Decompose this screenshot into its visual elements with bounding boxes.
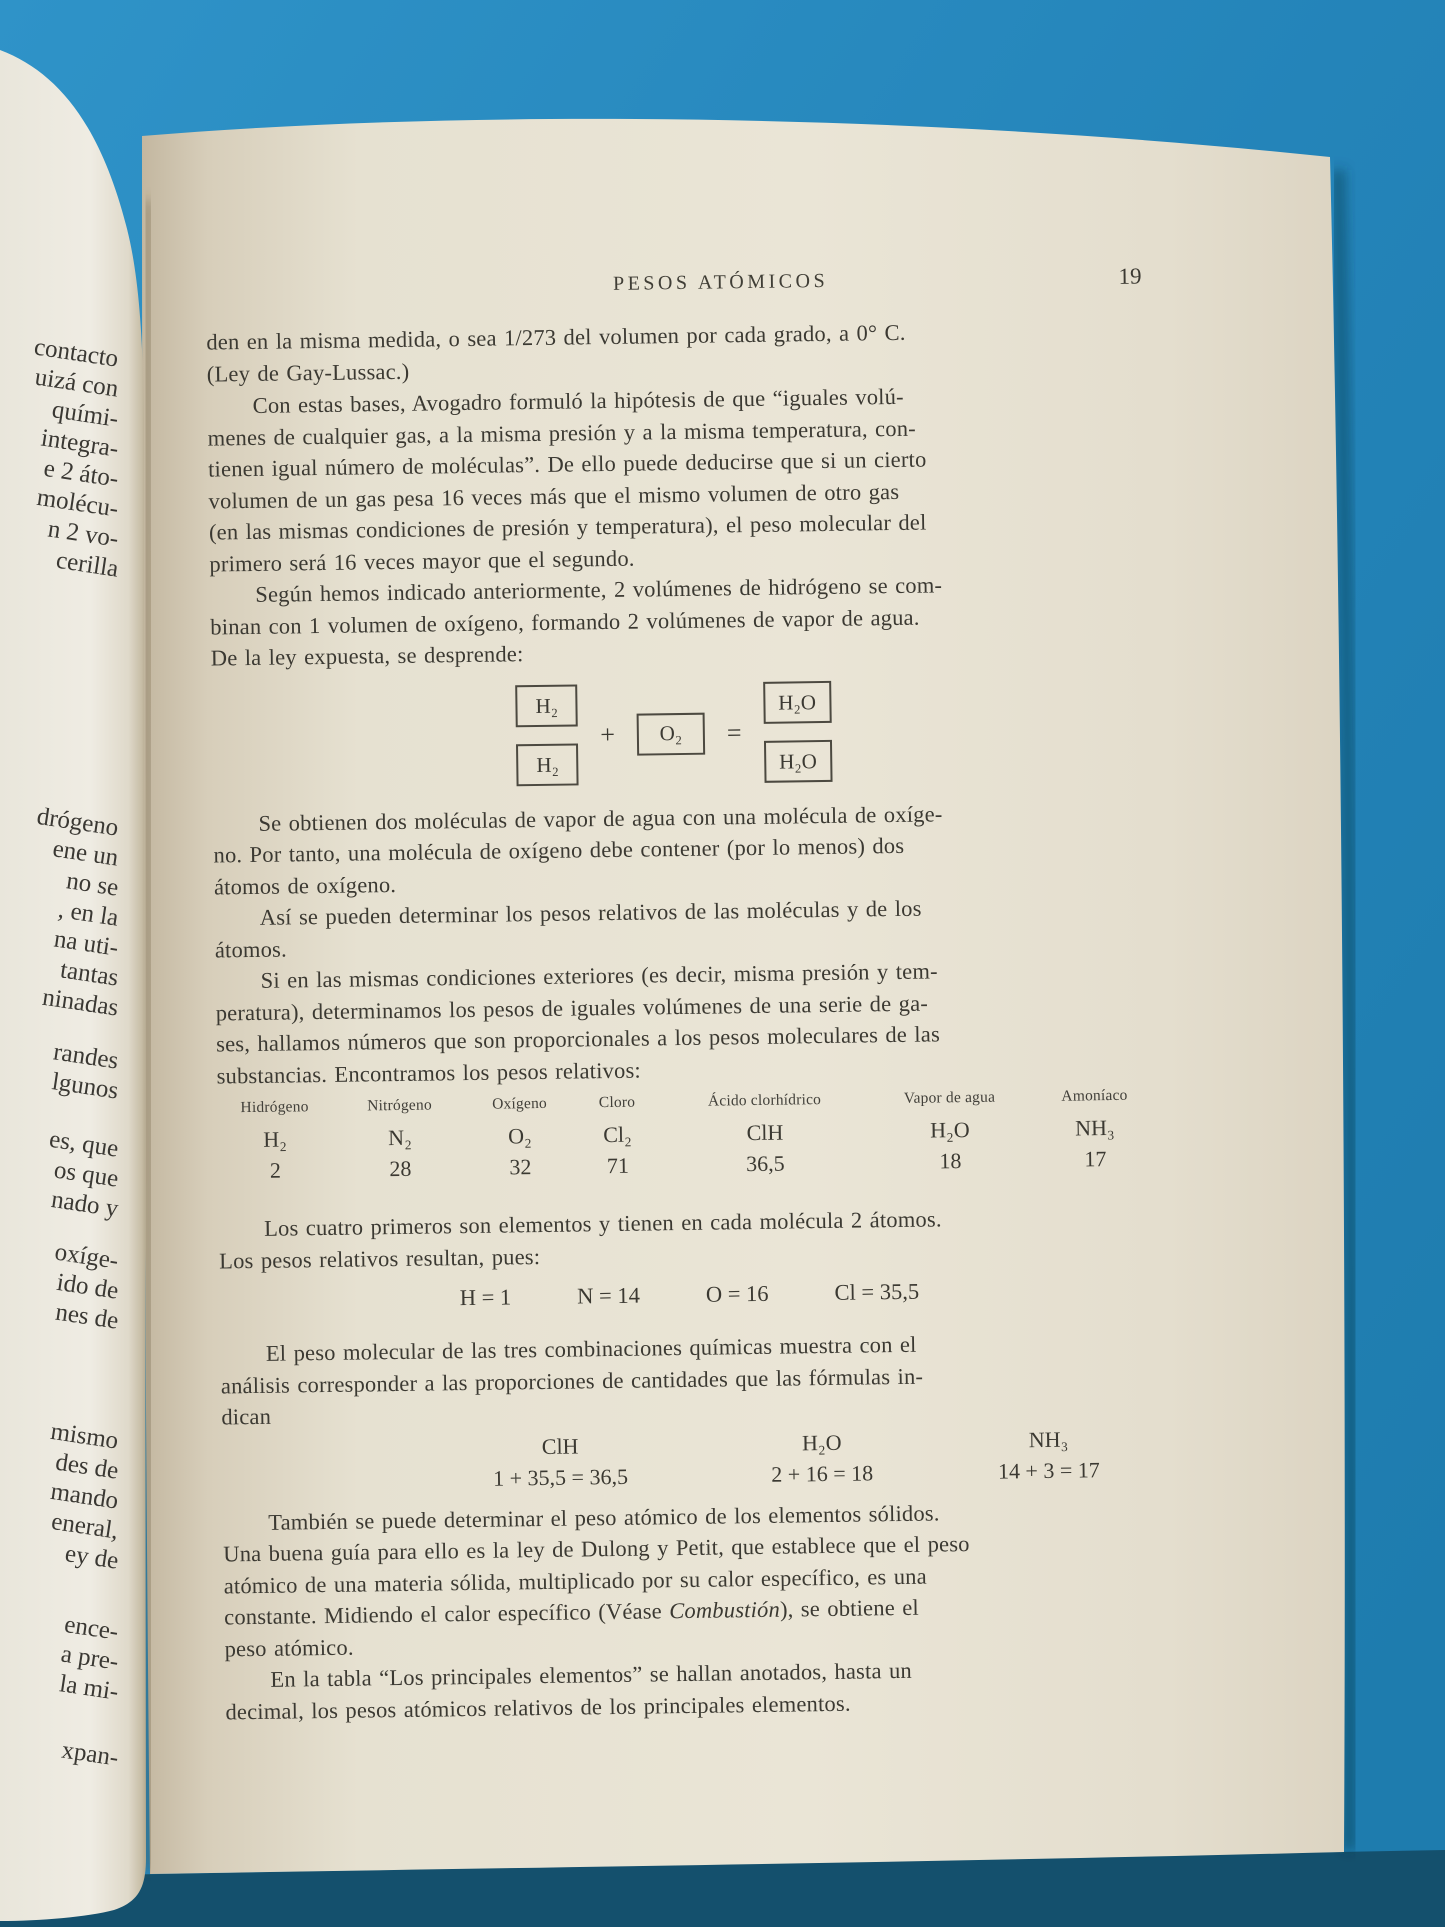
equation-item: Cl = 35,5 (834, 1278, 920, 1305)
body-paragraph: El peso molecular de las tres combinaciones químicas muestra con el análisis corresponder a las proporciones de cantidades que las fórmulas in- dican (220, 1331, 924, 1430)
left-page-text-fragment: tantas (58, 956, 121, 992)
relative-weights-table (217, 1078, 1158, 1195)
table-column (662, 1090, 868, 1179)
column-formula: ClH (746, 1119, 784, 1146)
molecule-box-h2-top: H₂ (516, 684, 579, 727)
left-fragment-group (0, 1610, 126, 1709)
plus-sign: + (599, 719, 616, 749)
column-value: 32 (509, 1154, 532, 1180)
table-column (217, 1098, 333, 1186)
left-fragment-group (0, 1238, 126, 1338)
page-header (205, 265, 1145, 310)
column-header: Ácido clorhídrico (707, 1091, 822, 1110)
left-page-text-fragment: a pre- (59, 1640, 121, 1676)
left-page-text-fragment: drógeno (35, 802, 121, 842)
left-page-text-fragment: os que (52, 1156, 121, 1193)
molecule-box-o2: O₂ (637, 712, 706, 755)
book-page-right (202, 0, 1166, 1727)
column-value: 2 (269, 1157, 282, 1183)
column-formula: H₂O (930, 1117, 970, 1143)
paragraph-text: ), se obtiene el peso atómico. (224, 1594, 920, 1661)
left-page-text-fragment: lgunos (50, 1068, 121, 1105)
left-fragment-group (0, 333, 126, 586)
body-paragraph (223, 1494, 1165, 1665)
column-value: 36,5 (745, 1150, 785, 1177)
molecule-box-h2o-top: H₂O (763, 681, 832, 724)
italic-term: Combustión (669, 1596, 781, 1624)
left-page-text-fragment: mismo (48, 1417, 121, 1455)
molecule-box-h2o-bottom: H₂O (764, 740, 833, 783)
molecular-weight-equations (222, 1422, 1163, 1499)
left-page-text-fragment: es, que (47, 1125, 121, 1163)
reaction-diagram (515, 675, 832, 791)
left-fragment-group (0, 1417, 126, 1578)
table-column (332, 1096, 468, 1184)
column-header: Nitrógeno (367, 1096, 432, 1115)
column-formula: NH₃ (1075, 1114, 1115, 1141)
left-page-text-fragment: cerilla (54, 546, 121, 583)
left-page-text-fragment: des de (53, 1448, 121, 1485)
left-page-text-fragment: oxíge- (52, 1238, 121, 1275)
equals-sign: = (726, 717, 742, 747)
column-value: 17 (1084, 1146, 1107, 1172)
equation-sum: 1 + 35,5 = 36,5 (492, 1463, 629, 1491)
equation-formula: H₂O (801, 1429, 842, 1455)
molecule-box-h2-bottom: H₂ (516, 743, 579, 786)
column-header: Vapor de agua (903, 1088, 996, 1107)
page-header-title: PESOS ATÓMICOS (612, 269, 829, 295)
column-header: Amoníaco (1061, 1086, 1128, 1105)
paragraph-text: También se puede determinar el peso atómico de los elementos sólidos. Una buena guía para ello es la ley de Dulong y Petit, que establece que el peso atómico de una materia sólida, multiplicado por su calor específico, es una constante. Midiendo el calor específico (Véase (222, 1499, 970, 1630)
column-header: Hidrógeno (240, 1098, 309, 1117)
left-page-text-fragment: ido de (55, 1268, 121, 1305)
equation-item: H = 1 (459, 1284, 512, 1311)
column-value: 71 (606, 1152, 630, 1179)
left-page-text-fragment: randes (51, 1038, 121, 1075)
left-page-text-fragment: ence- (62, 1610, 121, 1646)
left-page-text-fragment: , en la (56, 896, 121, 932)
left-page-text-fragment: ninadas (40, 983, 121, 1022)
column-formula: H₂ (263, 1126, 287, 1152)
left-fragment-group (0, 802, 126, 1025)
body-paragraph: En la tabla “Los principales elementos” se hallan anotados, hasta un decimal, los pesos atómicos relativos de los principales elementos. (224, 1657, 913, 1724)
left-page-text-fragment: no se (64, 867, 121, 902)
left-page-text-fragment: ene un (50, 835, 121, 872)
left-page-text-fragment: nado y (49, 1186, 121, 1223)
hydrogen-stack (516, 684, 579, 786)
equation-formula: ClH (541, 1433, 579, 1459)
body-paragraph: den en la misma medida, o sea 1/273 del volumen por cada grado, a 0° C. (Ley de Gay-Lussac.) (206, 319, 906, 387)
left-page-text-fragment: la mi- (57, 1670, 121, 1706)
column-formula: O₂ (508, 1123, 532, 1149)
body-paragraph: Así se pueden determinar los pesos relativos de las moléculas y de los átomos. (214, 895, 922, 963)
body-paragraph: Se obtienen dos moléculas de vapor de agua con una molécula de oxíge- no. Por tanto, una molécula de oxígeno debe contener (por lo menos) dos átomos de oxígeno. (212, 800, 943, 900)
body-paragraph: Si en las mismas condiciones exteriores (es decir, misma presión y tem- peratura), determinamos los pesos de iguales volúmenes de una serie de ga- ses, hallamos números que son proporcionales a los pesos moleculares de las substancias. Encontramos los pesos relativos: (215, 958, 941, 1089)
column-formula: Cl₂ (603, 1121, 632, 1148)
column-header: Oxígeno (492, 1094, 548, 1113)
left-fragment-group (0, 1736, 126, 1775)
left-page-text-fragment: nes de (53, 1298, 121, 1335)
left-page-text-fragment: quími- (50, 396, 121, 433)
column-header: Cloro (598, 1093, 636, 1112)
left-page-text-fragment: e 2 áto- (42, 454, 121, 493)
body-paragraph: Los cuatro primeros son elementos y tienen en cada molécula 2 átomos. Los pesos relativos resultan, pues: (218, 1206, 942, 1273)
equation-sum: 14 + 3 = 17 (997, 1456, 1100, 1484)
left-page-text-fragment: uizá con (33, 363, 121, 403)
table-column (467, 1095, 573, 1182)
body-paragraph: Con estas bases, Avogadro formuló la hipótesis de que “iguales volú- menes de cualquier gas, a la misma presión y a la misma temperatura, con- tienen igual número de moléculas”. De ello puede deducirse que si un cierto volumen de un gas pesa 16 veces más que el mismo volumen de otro gas (en las mismas condiciones de presión y temperatura), el peso molecular del primero será 16 veces mayor que el segundo. (207, 383, 927, 577)
equation-item: O = 16 (705, 1280, 769, 1307)
left-page-text-fragment: molécu- (35, 483, 121, 523)
equation-column (447, 1429, 675, 1496)
atomic-weights-equation-line (460, 1275, 1160, 1317)
book-page-left (0, 0, 126, 1775)
page-number: 19 (1118, 263, 1142, 289)
equation-column (708, 1425, 936, 1492)
left-page-text-fragment: xpan- (59, 1736, 121, 1772)
column-formula: N₂ (388, 1124, 412, 1151)
left-fragment-group (0, 1125, 126, 1226)
left-page-text-fragment: mando (48, 1477, 121, 1515)
table-column (867, 1088, 1033, 1176)
gutter-shadow (147, 200, 150, 1870)
table-column (572, 1093, 663, 1180)
column-value: 18 (939, 1148, 962, 1174)
body-paragraph: Según hemos indicado anteriormente, 2 volúmenes de hidrógeno se com- binan con 1 volumen de oxígeno, formando 2 volúmenes de vapor de agua. De la ley expuesta, se desprende: (209, 572, 943, 671)
left-page-text-fragment: eneral, (49, 1508, 121, 1545)
left-fragment-group (0, 1038, 126, 1108)
left-page-text-fragment: ey de (63, 1540, 121, 1575)
equation-item: N = 14 (576, 1282, 641, 1309)
left-page-text-fragment: na uti- (52, 925, 121, 962)
table-column (1032, 1086, 1158, 1174)
left-page-text-fragment: n 2 vo- (46, 515, 121, 553)
left-page-text-fragment: contacto (32, 333, 121, 373)
water-stack (763, 681, 832, 783)
equation-formula: NH₃ (1028, 1426, 1069, 1452)
equation-sum: 2 + 16 = 18 (771, 1459, 874, 1487)
equation-column (935, 1422, 1163, 1489)
left-page-text-fragment: integra- (39, 424, 121, 463)
column-value: 28 (389, 1155, 412, 1182)
